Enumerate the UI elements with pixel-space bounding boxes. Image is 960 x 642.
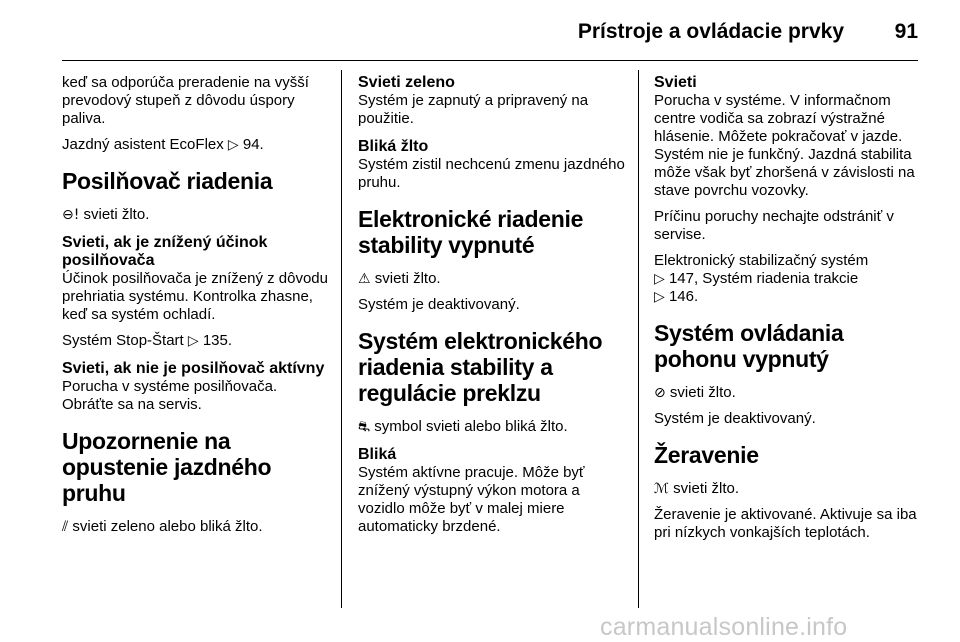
reduced-paragraph: Účinok posilňovača je znížený z dôvodu prehriatia systému. Kontrolka zhasne, keď sa systém ochladí. bbox=[62, 270, 328, 323]
esp-off-heading: Elektronické riadenie stability vypnuté bbox=[358, 206, 584, 258]
glow-paragraph bbox=[654, 480, 924, 498]
steering-text: svieti žlto. bbox=[79, 206, 150, 223]
column-divider-2 bbox=[638, 70, 639, 608]
page-ref-arrow-icon: ▷ bbox=[654, 289, 665, 305]
lit-paragraph: Porucha v systéme. V informačnom centre vodiča sa zobrazí výstražné hlásenie. Môžete pokračovať v jazde. Systém nie je funkčný. Jazdná stabilita môže však byť zhoršená v závislosti na stave povrchu vozovky. bbox=[654, 92, 915, 199]
ref-text-3: 146. bbox=[664, 288, 699, 305]
yellow-heading: Bliká žlto bbox=[358, 138, 429, 155]
skidding-car-icon: ⛐ bbox=[358, 419, 371, 435]
page-header bbox=[0, 0, 960, 62]
green-paragraph: Systém je zapnutý a pripravený na použitie. bbox=[358, 92, 589, 127]
lit-heading: Svieti bbox=[654, 74, 697, 91]
lane-paragraph bbox=[62, 518, 332, 536]
esp-off-paragraph bbox=[358, 270, 628, 288]
page-ref-arrow-icon: ▷ bbox=[654, 271, 665, 287]
page-ref-arrow-icon: ▷ bbox=[187, 333, 199, 349]
esp-off-deactivated: Systém je deaktivovaný. bbox=[358, 296, 520, 313]
drive-control-off-icon: ⊘ bbox=[654, 385, 666, 401]
glow-heading: Žeravenie bbox=[654, 442, 759, 468]
page-ref-arrow-icon: ▷ bbox=[227, 137, 239, 153]
lane-departure-icon: ⫽ bbox=[62, 519, 69, 535]
glow-plug-icon: ℳ bbox=[654, 481, 669, 497]
steering-heading: Posilňovač riadenia bbox=[62, 168, 273, 194]
stopstart-text: Systém Stop-Štart bbox=[62, 332, 188, 349]
blinks-heading: Bliká bbox=[358, 446, 397, 463]
column-1 bbox=[62, 74, 332, 544]
esp-text: symbol svieti alebo bliká žlto. bbox=[370, 418, 568, 435]
blinks-paragraph: Systém aktívne pracuje. Môže byť znížený výstupný výkon motora a vozidlo môže byť v malej miere automaticky brzdené. bbox=[358, 464, 585, 535]
esp-off-icon: ⚠ bbox=[358, 271, 371, 287]
intro-paragraph: keď sa odporúča preradenie na vyšší prevodový stupeň z dôvodu úspory paliva. bbox=[62, 74, 309, 127]
reduced-heading: Svieti, ak je znížený účinok posilňovača bbox=[62, 234, 268, 269]
lane-text: svieti zeleno alebo bliká žlto. bbox=[68, 518, 263, 535]
drive-text: svieti žlto. bbox=[665, 384, 736, 401]
ref-text-1: Elektronický stabilizačný systém bbox=[654, 252, 869, 269]
inactive-paragraph: Porucha v systéme posilňovača. Obráťte sa na servis. bbox=[62, 378, 278, 413]
glow-text: svieti žlto. bbox=[668, 480, 740, 497]
repair-paragraph: Príčinu poruchy nechajte odstrániť v servise. bbox=[654, 208, 894, 243]
glow-description: Žeravenie je aktivované. Aktivuje sa iba pri nízkych vonkajších teplotách. bbox=[654, 506, 917, 541]
stopstart-paragraph bbox=[62, 332, 332, 350]
page-number: 91 bbox=[894, 20, 918, 43]
drive-heading: Systém ovládania pohonu vypnutý bbox=[654, 320, 844, 372]
esp-paragraph bbox=[358, 418, 628, 436]
lane-heading: Upozornenie na opustenie jazdného pruhu bbox=[62, 428, 272, 506]
ref-text-2: 147, Systém riadenia trakcie bbox=[664, 270, 859, 287]
watermark: carmanualsonline.info bbox=[600, 613, 848, 641]
green-heading: Svieti zeleno bbox=[358, 74, 455, 91]
column-3 bbox=[654, 74, 924, 550]
power-steering-warning-icon: ⊖! bbox=[62, 207, 80, 223]
drive-deactivated: Systém je deaktivovaný. bbox=[654, 410, 816, 427]
ecoflex-text: Jazdný asistent EcoFlex bbox=[62, 136, 228, 153]
page-title: Prístroje a ovládacie prvky bbox=[577, 20, 844, 43]
reference-paragraph bbox=[654, 252, 924, 306]
stopstart-ref: 135. bbox=[198, 332, 233, 349]
esp-heading: Systém elektronického riadenia stability a regulácie preklzu bbox=[358, 328, 603, 406]
inactive-heading: Svieti, ak nie je posilňovač aktívny bbox=[62, 360, 325, 377]
column-2 bbox=[358, 74, 628, 544]
drive-paragraph bbox=[654, 384, 924, 402]
column-divider-1 bbox=[341, 70, 342, 608]
header-divider bbox=[62, 60, 918, 61]
ecoflex-paragraph bbox=[62, 136, 332, 154]
ecoflex-ref: 94. bbox=[238, 136, 264, 153]
esp-off-text: svieti žlto. bbox=[370, 270, 441, 287]
steering-paragraph bbox=[62, 206, 332, 224]
yellow-paragraph: Systém zistil nechcenú zmenu jazdného pruhu. bbox=[358, 156, 625, 191]
